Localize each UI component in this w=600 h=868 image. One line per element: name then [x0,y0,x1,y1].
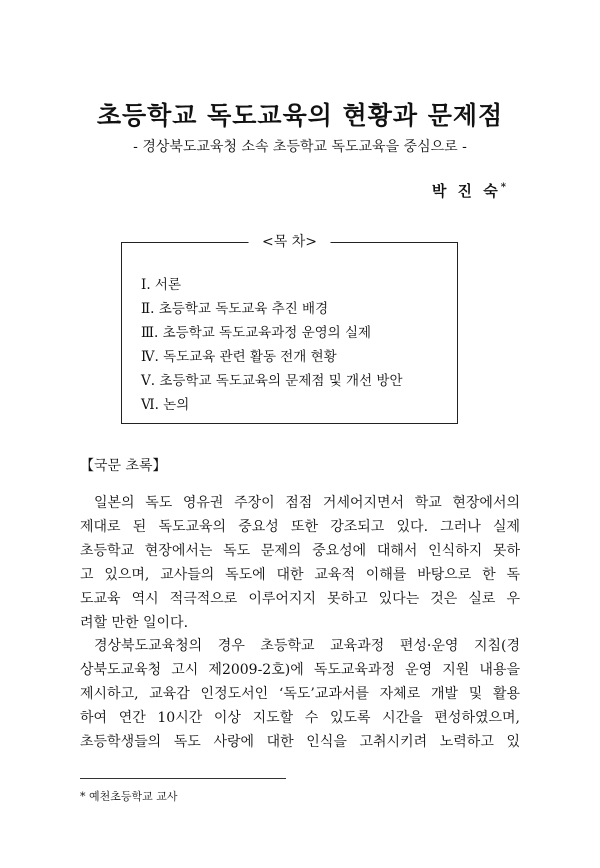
toc-item: Ⅲ. 초등학교 독도교육과정 운영의 실제 [141,325,372,341]
abstract-line: 고 있으며, 교사들의 독도에 대한 교육적 이해를 바탕으로 한 독 [80,566,520,583]
author-footnote-mark: * [500,182,506,193]
abstract-line: 하여 연간 10시간 이상 지도할 수 있도록 시간을 편성하였으며, [80,710,520,727]
toc-list [141,273,403,417]
abstract-line: 경상북도교육청의 경우 초등학교 교육과정 편성·운영 지침(경 [94,638,520,655]
author-name-text: 박 진 숙 [431,182,501,200]
table-of-contents [121,234,458,424]
toc-item: Ⅴ. 초등학교 독도교육의 문제점 및 개선 방안 [141,373,403,389]
abstract-line: 초등학교 현장에서는 독도 문제의 중요성에 대해서 인식하지 못하 [80,542,520,559]
footnote: * 예천초등학교 교사 [80,790,178,803]
toc-item: Ⅰ. 서론 [141,277,181,293]
toc-item: Ⅱ. 초등학교 독도교육 추진 배경 [141,301,329,317]
abstract-body [80,492,520,755]
toc-item: Ⅳ. 독도교육 관련 활동 전개 현황 [141,349,337,365]
toc-item: Ⅵ. 논의 [141,397,190,413]
abstract-line: 제시하고, 교육감 인정도서인 ‘독도’교과서를 자체로 개발 및 활용 [80,686,520,703]
abstract-line: 제대로 된 독도교육의 중요성 또한 강조되고 있다. 그러나 실제 [80,518,520,535]
abstract-line: 일본의 독도 영유권 주장이 점점 거세어지면서 학교 현장에서의 [94,495,520,511]
author-name [432,180,506,201]
paper-subtitle: - 경상북도교육청 소속 초등학교 독도교육을 중심으로 - [133,139,467,155]
abstract-heading: 【국문 초록】 [80,458,167,474]
abstract-line: 려할 만한 일이다. [80,614,189,631]
toc-heading: <목 차> [248,232,331,252]
abstract-line: 도교육 역시 적극적으로 이루어지지 못하고 있다는 것은 실로 우 [80,590,520,607]
paper-title: 초등학교 독도교육의 현황과 문제점 [96,101,504,130]
abstract-line: 상북도교육청 고시 제2009-2호)에 독도교육과정 운영 지원 내용을 [80,662,520,679]
footnote-divider [80,778,286,779]
abstract-line: 초등학생들의 독도 사랑에 대한 인식을 고취시키려 노력하고 있 [80,734,520,751]
